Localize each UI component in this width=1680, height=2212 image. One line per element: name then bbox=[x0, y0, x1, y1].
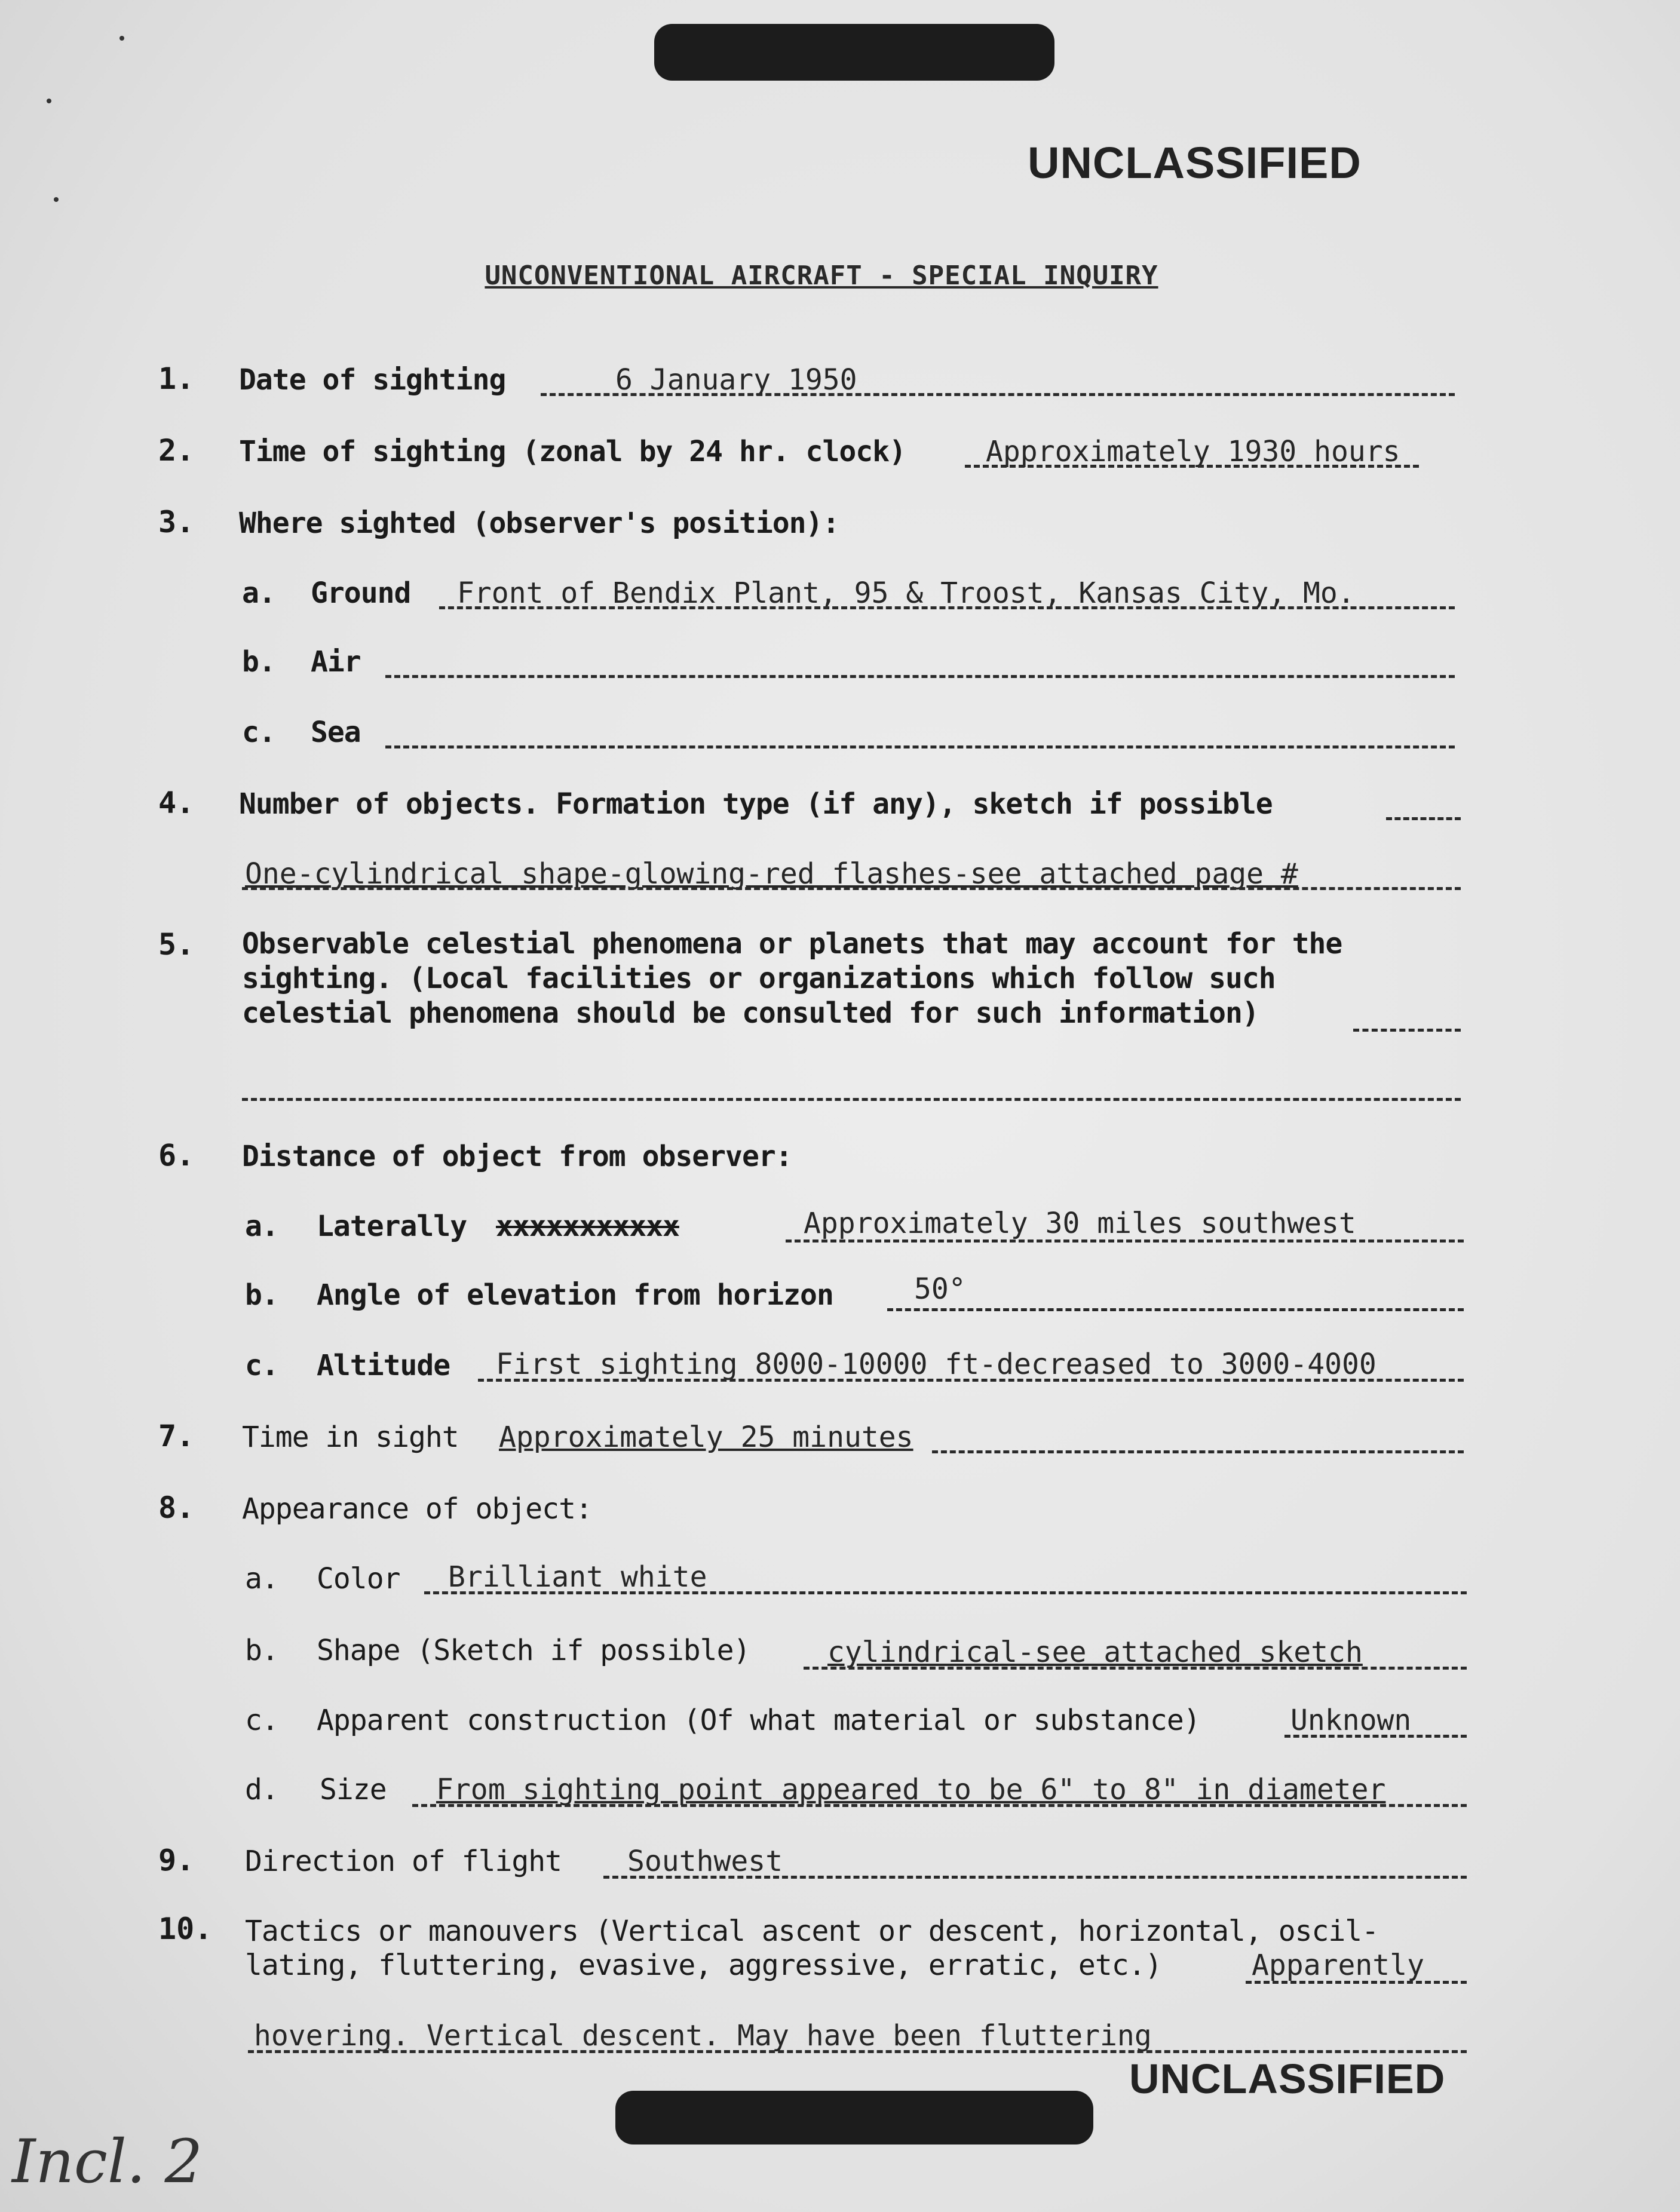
shape-label: Shape (Sketch if possible) bbox=[317, 1634, 750, 1667]
time-line bbox=[965, 465, 1419, 468]
shape-value: cylindrical-see attached sketch bbox=[827, 1636, 1363, 1669]
speck bbox=[54, 197, 59, 202]
time-value: Approximately 1930 hours bbox=[986, 435, 1400, 468]
item-number: 10. bbox=[158, 1912, 213, 1946]
elevation-line bbox=[887, 1308, 1464, 1311]
item-number: 5. bbox=[158, 927, 195, 962]
classification-stamp-top: UNCLASSIFIED bbox=[1028, 138, 1362, 188]
laterally-label: Laterally bbox=[317, 1210, 467, 1243]
item-number: 4. bbox=[158, 786, 195, 820]
altitude-line bbox=[478, 1379, 1464, 1382]
distance-label: Distance of object from observer: bbox=[242, 1140, 792, 1173]
altitude-value: First sighting 8000-10000 ft-decreased to 3000-4000 bbox=[496, 1348, 1377, 1381]
tactics-answer-line bbox=[248, 2050, 1467, 2053]
direction-value: Southwest bbox=[627, 1845, 783, 1878]
item-number: 7. bbox=[158, 1419, 195, 1453]
speck bbox=[47, 99, 51, 103]
item-number: 3. bbox=[158, 505, 195, 539]
sub-letter: b. bbox=[245, 1278, 278, 1312]
direction-line bbox=[603, 1876, 1467, 1879]
date-line bbox=[541, 393, 1455, 396]
tactics-value-2: hovering. Vertical descent. May have been fluttering bbox=[254, 2019, 1152, 2053]
item-number: 2. bbox=[158, 433, 195, 468]
sub-letter: a. bbox=[245, 1562, 278, 1596]
direction-label: Direction of flight bbox=[245, 1845, 562, 1878]
handwritten-note: Incl. 2 bbox=[12, 2127, 203, 2196]
time-in-sight-line bbox=[932, 1450, 1464, 1453]
time-in-sight-value: Approximately 25 minutes bbox=[499, 1421, 913, 1454]
construction-line bbox=[1284, 1735, 1467, 1738]
sub-letter: d. bbox=[245, 1773, 278, 1806]
altitude-label: Altitude bbox=[317, 1349, 450, 1382]
redaction-top bbox=[654, 24, 1054, 81]
where-label: Where sighted (observer's position): bbox=[239, 507, 839, 540]
size-line bbox=[412, 1804, 1467, 1807]
color-value: Brilliant white bbox=[448, 1560, 707, 1594]
objects-line bbox=[242, 887, 1461, 890]
construction-label: Apparent construction (Of what material or substance) bbox=[317, 1704, 1200, 1737]
ground-line bbox=[439, 606, 1455, 609]
date-label: Date of sighting bbox=[239, 363, 506, 397]
item-number: 6. bbox=[158, 1138, 195, 1173]
sub-letter: b. bbox=[242, 645, 275, 679]
time-label: Time of sighting (zonal by 24 hr. clock) bbox=[239, 435, 906, 468]
form-title: UNCONVENTIONAL AIRCRAFT - SPECIAL INQUIRY bbox=[485, 260, 1158, 291]
color-label: Color bbox=[317, 1562, 400, 1596]
air-label: Air bbox=[311, 645, 361, 679]
date-value: 6 January 1950 bbox=[615, 363, 857, 397]
sub-letter: c. bbox=[245, 1704, 278, 1737]
celestial-line-3: celestial phenomena should be consulted for such information) bbox=[242, 996, 1259, 1030]
item-number: 8. bbox=[158, 1490, 195, 1525]
ground-value: Front of Bendix Plant, 95 & Troost, Kansas City, Mo. bbox=[457, 576, 1355, 610]
sub-letter: a. bbox=[242, 576, 275, 610]
construction-value: Unknown bbox=[1290, 1704, 1412, 1737]
laterally-line bbox=[786, 1240, 1464, 1242]
size-value: From sighting point appeared to be 6" to 8" in diameter bbox=[436, 1773, 1386, 1806]
redaction-bottom bbox=[615, 2091, 1093, 2144]
item-number: 1. bbox=[158, 361, 195, 396]
classification-stamp-bottom: UNCLASSIFIED bbox=[1129, 2055, 1446, 2102]
ground-label: Ground bbox=[311, 576, 411, 610]
sub-letter: a. bbox=[245, 1210, 278, 1243]
objects-label: Number of objects. Formation type (if any), sketch if possible bbox=[239, 787, 1273, 821]
air-line bbox=[385, 675, 1455, 678]
tactics-line-1: Tactics or manouvers (Vertical ascent or descent, horizontal, oscil- bbox=[245, 1915, 1379, 1948]
speck bbox=[119, 36, 124, 41]
objects-value: One-cylindrical shape-glowing-red flashes-see attached page # bbox=[245, 857, 1298, 891]
celestial-line-1: Observable celestial phenomena or planets that may account for the bbox=[242, 927, 1342, 961]
laterally-value: Approximately 30 miles southwest bbox=[804, 1207, 1356, 1240]
size-label: Size bbox=[320, 1773, 387, 1806]
sub-letter: c. bbox=[242, 716, 275, 749]
shape-line bbox=[804, 1667, 1467, 1670]
celestial-answer-line bbox=[242, 1098, 1461, 1101]
sub-letter: c. bbox=[245, 1349, 278, 1382]
elevation-label: Angle of elevation from horizon bbox=[317, 1278, 833, 1312]
tactics-line-2: lating, fluttering, evasive, aggressive, erratic, etc.) bbox=[245, 1949, 1162, 1982]
appearance-label: Appearance of object: bbox=[242, 1492, 592, 1526]
time-in-sight-label: Time in sight bbox=[242, 1421, 459, 1454]
tactics-line-end bbox=[1246, 1981, 1467, 1984]
sub-letter: b. bbox=[245, 1634, 278, 1667]
objects-line-end bbox=[1386, 817, 1461, 820]
sea-label: Sea bbox=[311, 716, 361, 749]
tactics-value-1: Apparently bbox=[1252, 1949, 1424, 1982]
elevation-value: 50° bbox=[914, 1272, 966, 1306]
item-number: 9. bbox=[158, 1843, 195, 1877]
celestial-line-2: sighting. (Local facilities or organizations which follow such bbox=[242, 962, 1276, 995]
celestial-line-end bbox=[1353, 1029, 1461, 1032]
color-line bbox=[424, 1591, 1467, 1594]
struck-text: xxxxxxxxxxx bbox=[496, 1210, 679, 1243]
sea-line bbox=[385, 745, 1455, 748]
